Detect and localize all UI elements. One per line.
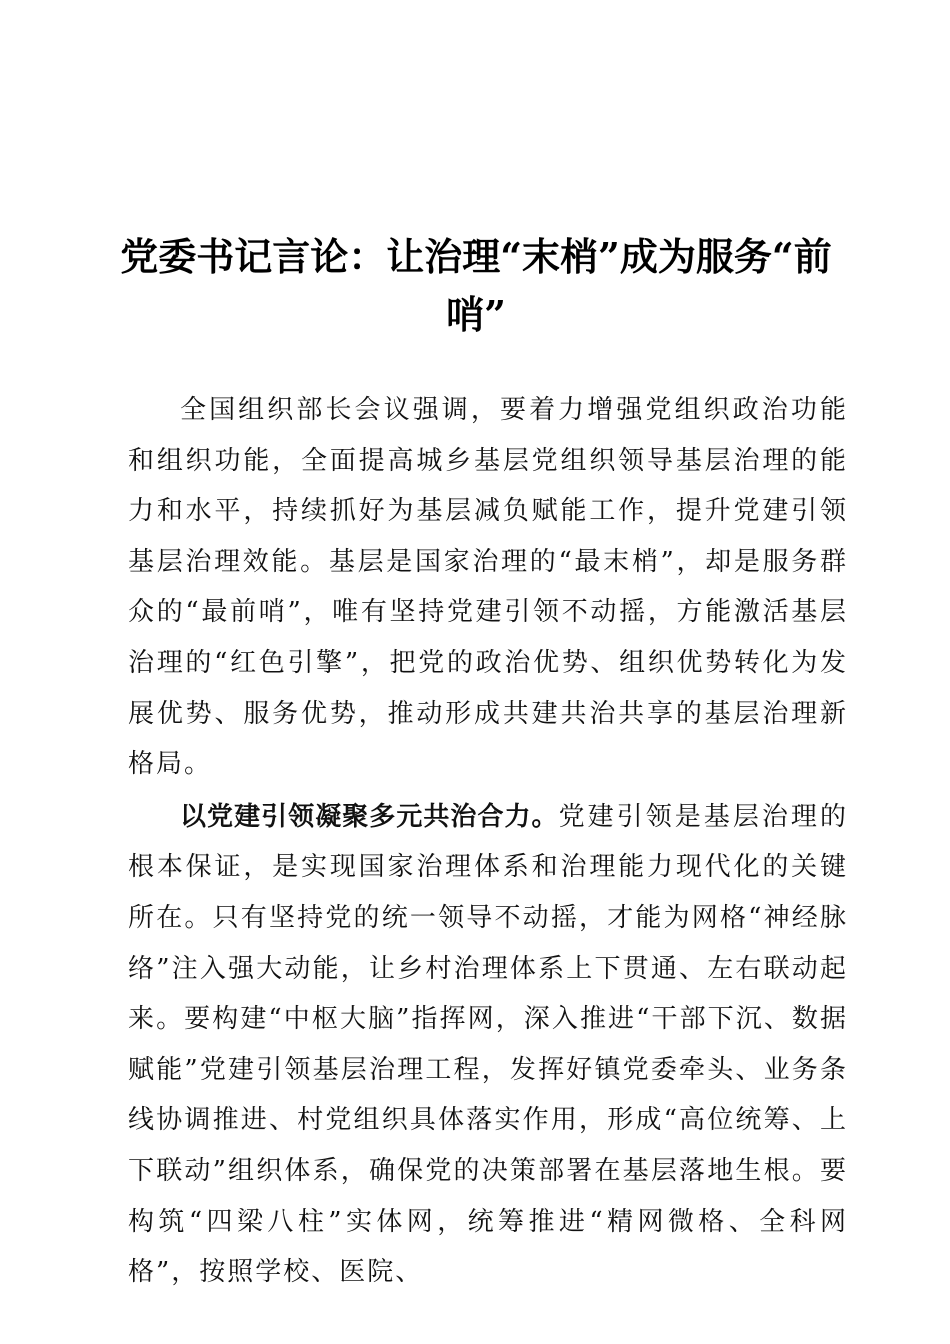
paragraph-intro <box>128 385 848 790</box>
paragraph-party-leadership <box>128 792 848 1298</box>
paragraph-party-leadership-text: 党建引领是基层治理的根本保证，是实现国家治理体系和治理能力现代化的关键所在。只有坚持党的统一领导不动摇，才能为网格“神经脉络”注入强大动能，让乡村治理体系上下贯通、左右联动起来。要构建“中枢大脑”指挥网，深入推进“干部下沉、数据赋能”党建引领基层治理工程，发挥好镇党委牵头、业务条线协调推进、村党组织具体落实作用，形成“高位统筹、上下联动”组织体系，确保党的决策部署在基层落地生根。要构筑“四梁八柱”实体网，统筹推进“精网微格、全科网格”，按照学校、医院、 <box>128 801 848 1288</box>
document-title: 党委书记言论：让治理“末梢”成为服务“前哨” <box>120 234 832 337</box>
paragraph-intro-text: 全国组织部长会议强调，要着力增强党组织政治功能和组织功能，全面提高城乡基层党组织领导基层治理的能力和水平，持续抓好为基层减负赋能工作，提升党建引领基层治理效能。基层是国家治理的“最末梢”，却是服务群众的“最前哨”，唯有坚持党建引领不动摇，方能激活基层治理的“红色引擎”，把党的政治优势、组织优势转化为发展优势、服务优势，推动形成共建共治共享的基层治理新格局。 <box>128 395 848 780</box>
paragraph-lead-heading: 以党建引领凝聚多元共治合力。 <box>180 801 559 832</box>
document-body <box>128 385 848 1298</box>
